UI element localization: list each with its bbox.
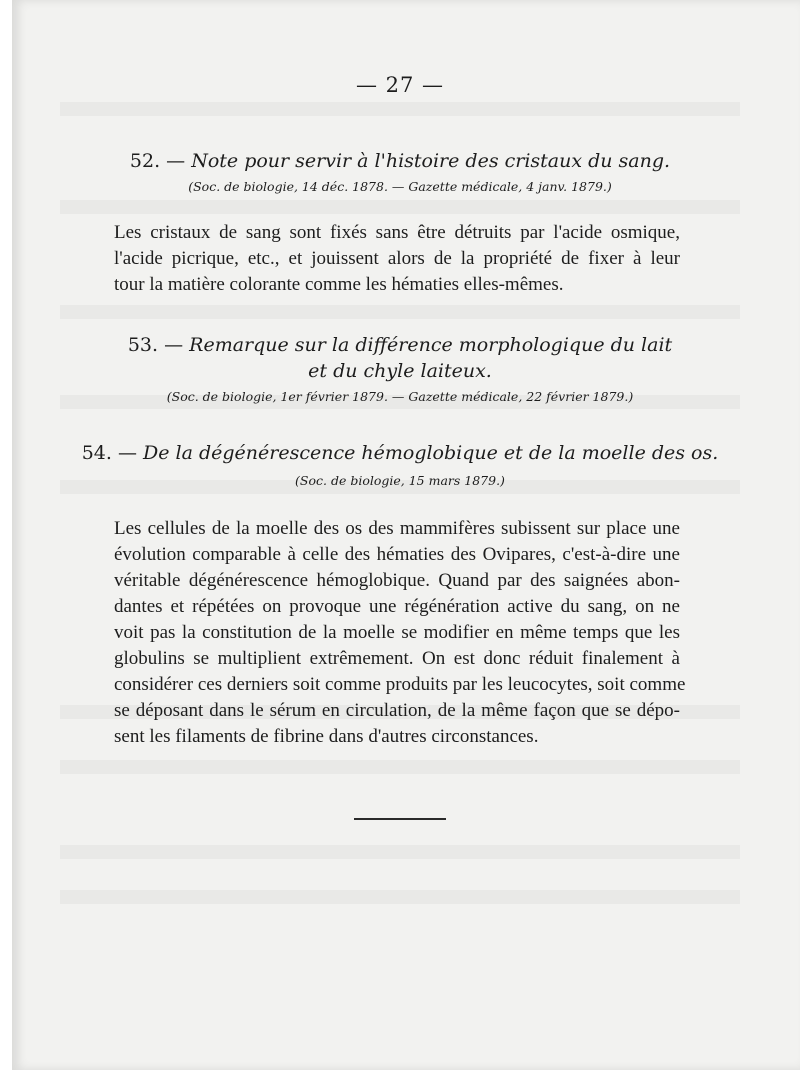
paragraph-line: sent les filaments de fibrine dans d'autres circonstances. — [114, 726, 539, 747]
entry-heading-52 — [0, 148, 800, 174]
paragraph-line: Les cristaux de sang sont fixés sans être détruits par l'acide osmique, — [114, 222, 680, 243]
bleed-through — [60, 890, 740, 904]
paragraph-line: voit pas la constitution de la moelle se modifier en même temps que les — [114, 622, 680, 643]
bleed-through — [60, 760, 740, 774]
bleed-through — [60, 305, 740, 319]
paragraph-line: Les cellules de la moelle des os des mammifères subissent sur place une — [114, 518, 680, 539]
entry-title: Remarque sur la différence morphologique du lait — [189, 334, 673, 356]
paragraph-line: considérer ces derniers soit comme produits par les leucocytes, soit comme — [114, 674, 686, 695]
entry-number: 54. — — [81, 442, 137, 464]
paragraph-line: véritable dégénérescence hémoglobique. Quand par des saignées abon- — [114, 570, 680, 591]
entry-citation-54: (Soc. de biologie, 15 mars 1879.) — [295, 473, 505, 488]
entry-title: Note pour servir à l'histoire des cristaux du sang. — [191, 150, 671, 172]
entry-title: De la dégénérescence hémoglobique et de la moelle des os. — [143, 442, 719, 464]
entry-heading-53 — [0, 332, 800, 358]
bleed-through — [60, 102, 740, 116]
entry-paragraph-52 — [114, 220, 680, 298]
entry-heading-54 — [0, 440, 800, 466]
paragraph-line: globulins se multiplient extrêmement. On est donc réduit finalement à — [114, 648, 680, 669]
bleed-through — [60, 845, 740, 859]
paragraph-line: évolution comparable à celle des hématies des Ovipares, c'est-à-dire une — [114, 544, 680, 565]
entry-number: 52. — — [129, 150, 186, 172]
entry-title-continued: et du chyle laiteux. — [308, 360, 492, 382]
entry-number: 53. — — [127, 334, 184, 356]
entry-citation-53: (Soc. de biologie, 1er février 1879. — Gazette médicale, 22 février 1879.) — [166, 389, 634, 404]
paragraph-line: tour la matière colorante comme les hématies elles-mêmes. — [114, 274, 564, 295]
section-divider — [354, 818, 446, 820]
paragraph-line: l'acide picrique, etc., et jouissent alors de la propriété de fixer à leur — [114, 248, 680, 269]
entry-heading-53-line2 — [0, 358, 800, 384]
paragraph-line: dantes et répétées on provoque une régénération active du sang, on ne — [114, 596, 680, 617]
entry-citation-52: (Soc. de biologie, 14 déc. 1878. — Gazette médicale, 4 janv. 1879.) — [188, 179, 612, 194]
entry-paragraph-54 — [114, 516, 686, 750]
page-number: — 27 — — [355, 73, 445, 97]
bleed-through — [60, 200, 740, 214]
paragraph-line: se déposant dans le sérum en circulation, de la même façon que se dépo- — [114, 700, 680, 721]
